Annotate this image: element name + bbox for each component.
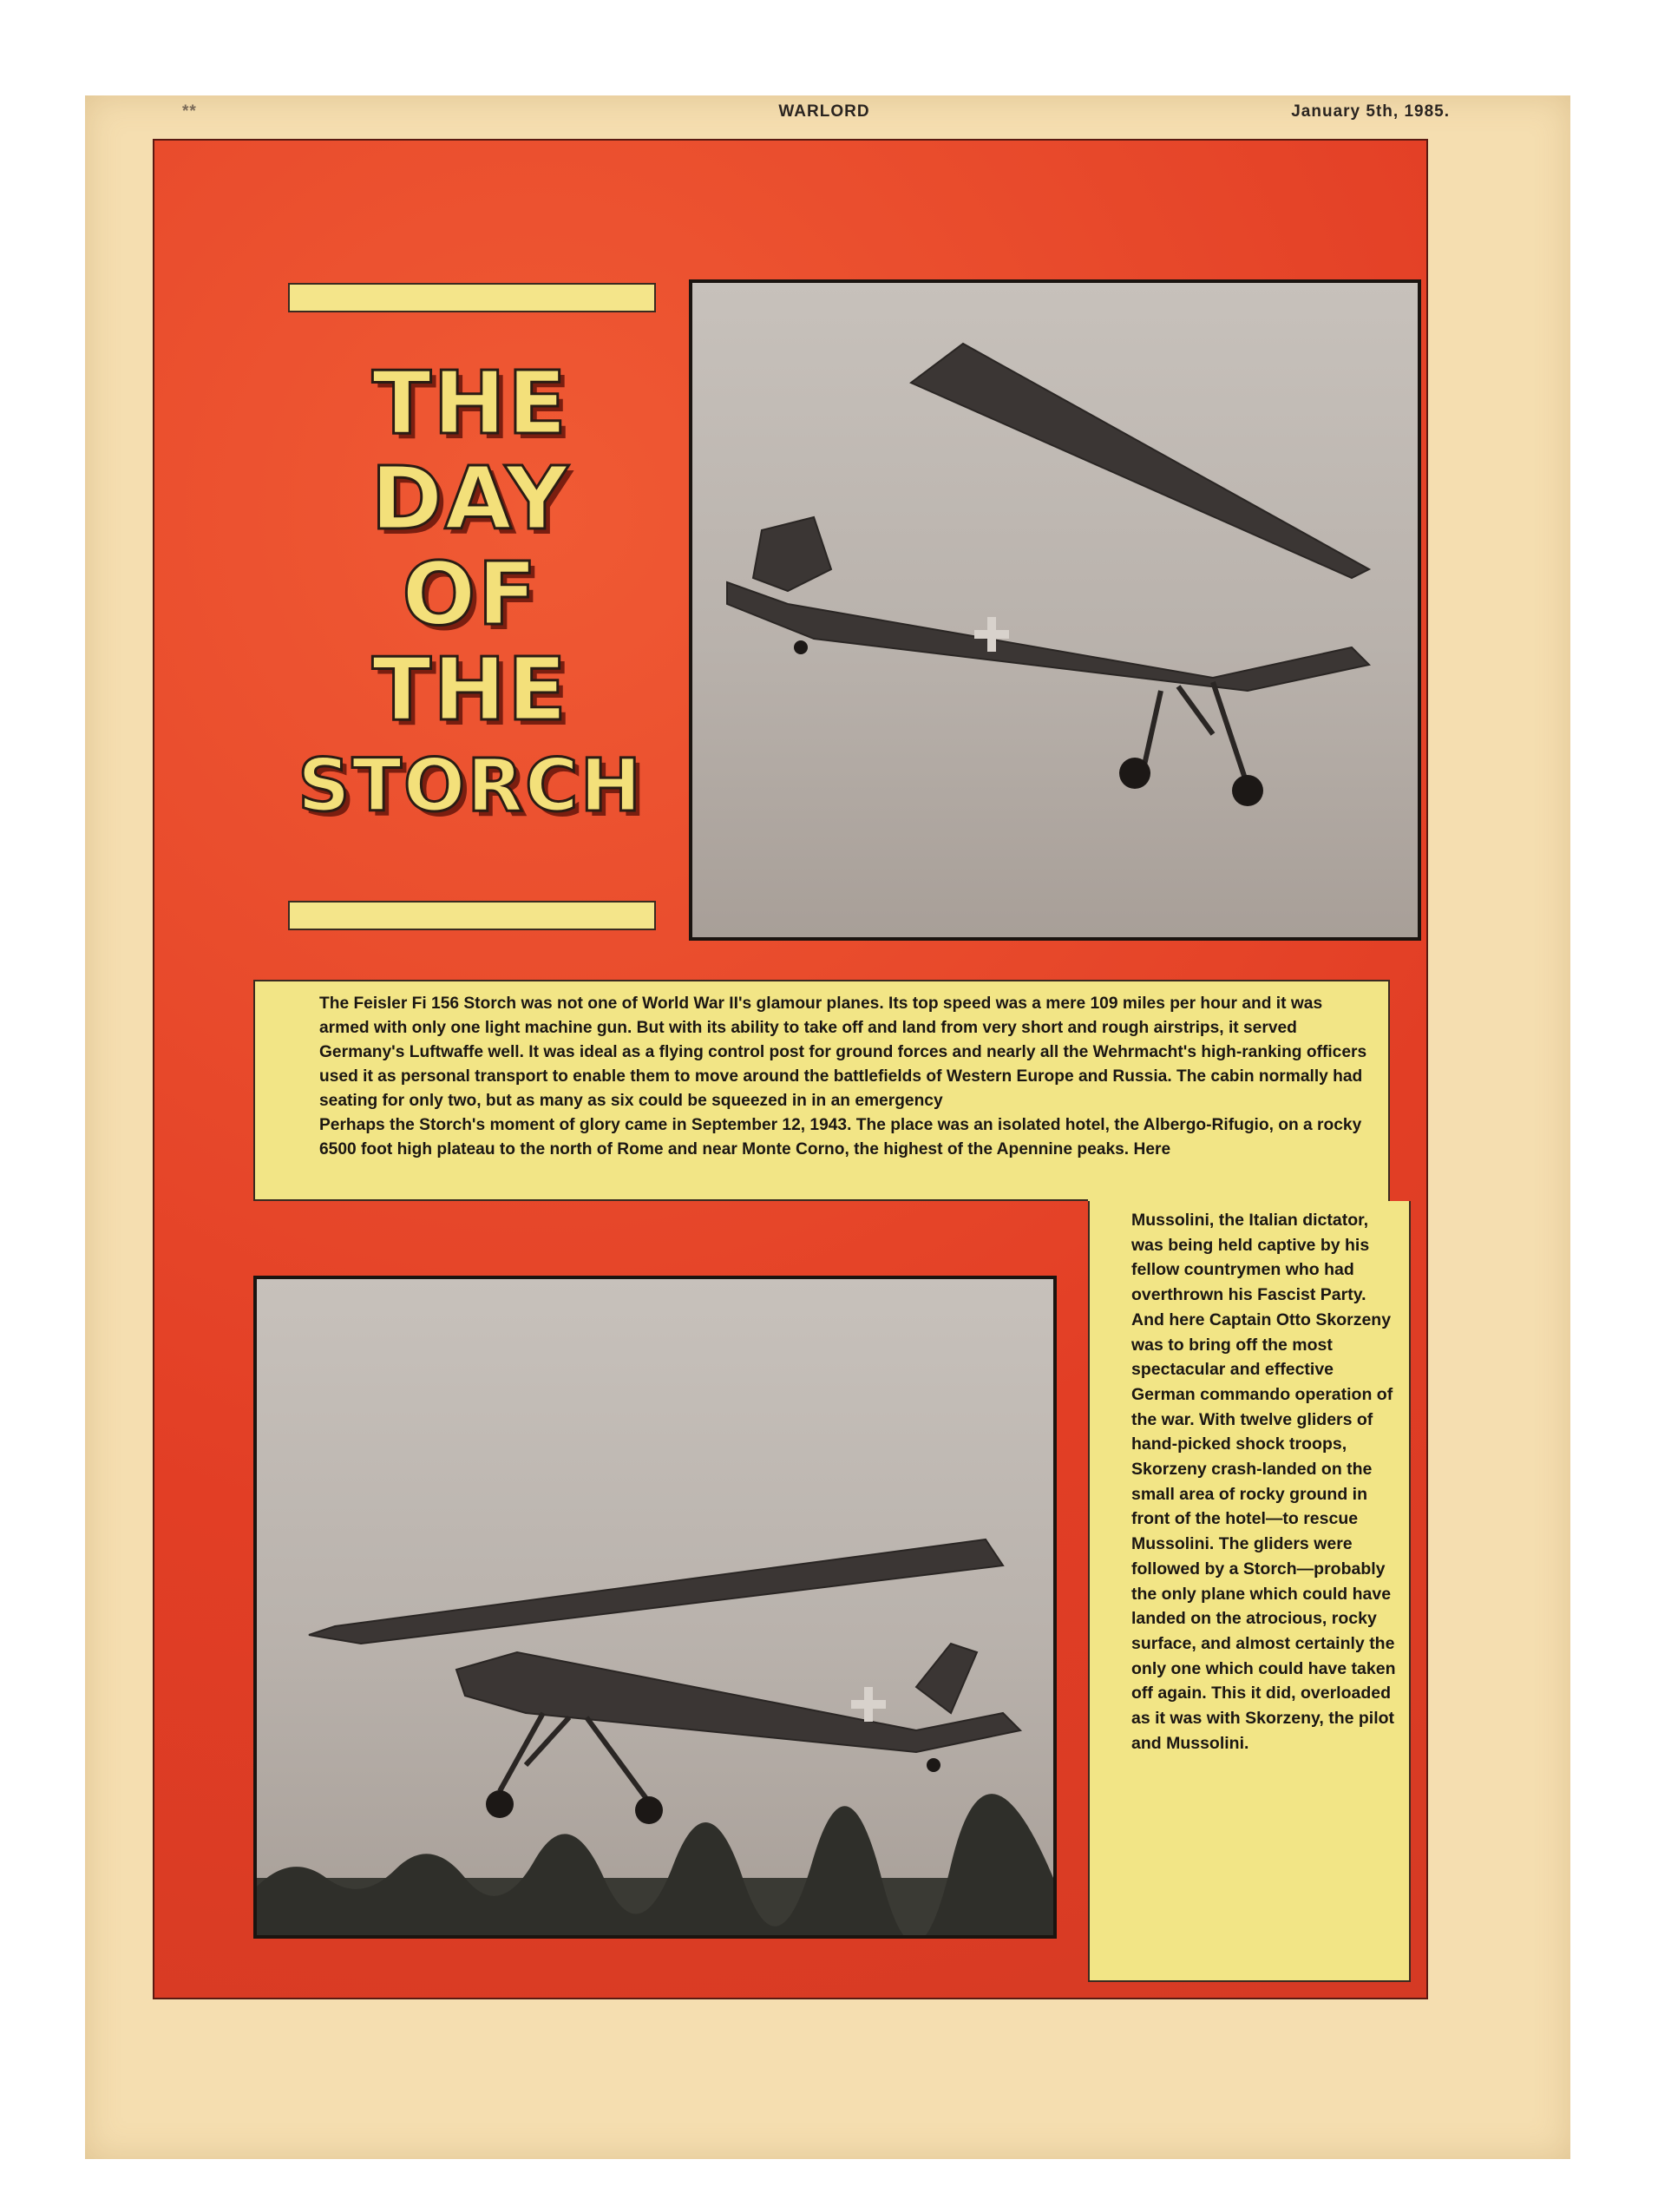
title-line: OF (402, 543, 539, 645)
intro-paragraph: The Feisler Fi 156 Storch was not one of World War II's glamour planes. Its top speed was a mere 109 miles per hour and it was armed with only one light machine gun. But with its ability to take off and land from very short and rough airstrips, it served Germany's Luftwaffe well. It was ideal as a flying control post for ground forces and nearly all the Wehrmacht's high-ranking officers used it as personal transport to enable them to move around the battlefields of Western Europe and Russia. The cabin normally had seating for only two, but as many as six could be squeezed in in an emergency (319, 994, 1367, 1110)
article-title (288, 352, 652, 833)
storch-plane-illustration (692, 283, 1418, 937)
intro-paragraph: Perhaps the Storch's moment of glory came in September 12, 1943. The place was an isolated hotel, the Albergo-Rifugio, on a rocky 6500 foot high plateau to the north of Rome and near Monte Corno, the highest of the Apennine peaks. Here (319, 1116, 1362, 1159)
storch-photo-bottom (253, 1276, 1057, 1939)
title-line: STORCH (298, 743, 643, 828)
intro-text-box (253, 980, 1390, 1201)
title-line: DAY (370, 448, 570, 549)
header-marks: ** (182, 102, 197, 121)
storch-plane-illustration (257, 1279, 1053, 1935)
storch-photo-top (689, 279, 1421, 941)
issue-date: January 5th, 1985. (1291, 102, 1450, 121)
title-line: THE (371, 352, 569, 454)
title-line: THE (371, 639, 569, 740)
side-paragraph: Mussolini, the Italian dictator, was being held captive by his fellow countrymen who had overthrown his Fascist Party. And here Captain Otto Skorzeny was to bring off the most spectacular and effective German commando operation of the war. With twelve gliders of hand-picked shock troops, Skorzeny crash-landed on the small area of rocky ground in front of the hotel—to rescue Mussolini. The gliders were followed by a Storch—probably the only plane which could have landed on the atrocious, rocky surface, and almost certainly the only one which could have taken off again. This it did, overloaded as it was with Skorzeny, the pilot and Mussolini. (1131, 1211, 1396, 1753)
side-text-box (1088, 1201, 1411, 1982)
title-bar-top (288, 283, 656, 312)
title-bar-bottom (288, 901, 656, 930)
magazine-name: WARLORD (778, 102, 870, 121)
